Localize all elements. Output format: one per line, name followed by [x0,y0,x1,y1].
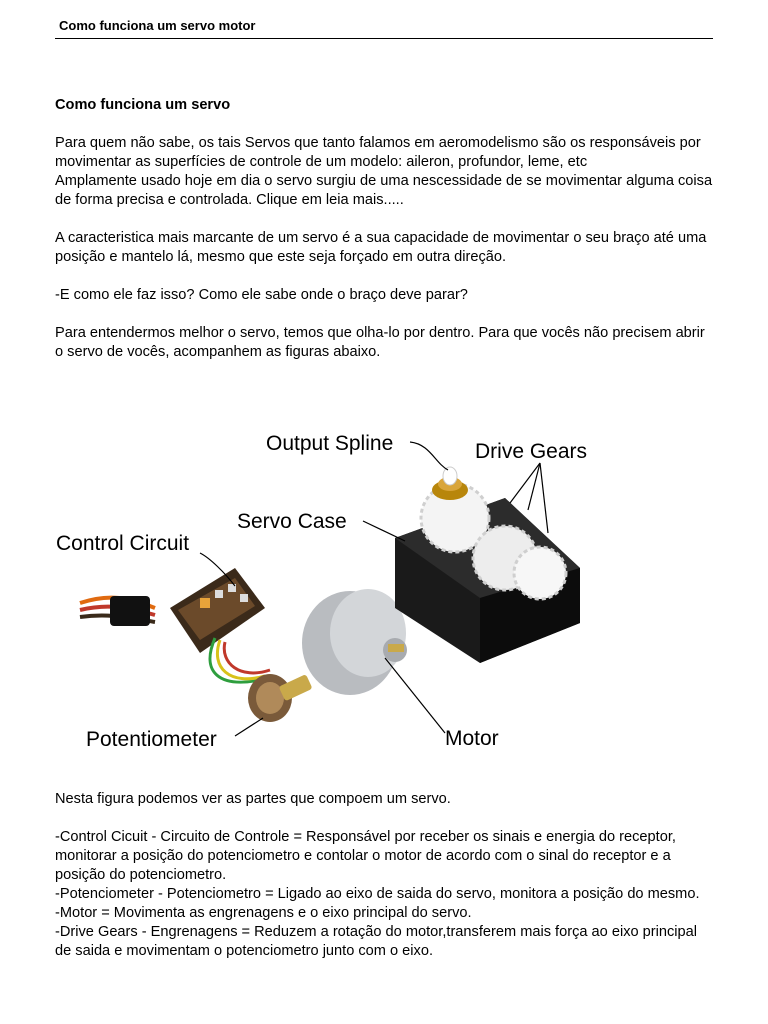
connector-plug [110,596,150,626]
label-motor: Motor [445,727,499,750]
servo-parts-figure [50,418,610,763]
page-header [55,16,713,39]
paragraph-3: -E como ele faz isso? Como ele sabe onde o braço deve parar? [55,287,468,303]
motor-part [302,589,407,695]
figure-notes [55,790,715,961]
label-servo-case: Servo Case [237,510,347,533]
notes-intro: Nesta figura podemos ver as partes que compoem um servo. [55,791,451,807]
paragraph-1b: Amplamente usado hoje em dia o servo surgiu de uma nescessidade de se movimentar alguma coisa de forma precisa e controlada. Clique em leia mais..... [55,173,713,208]
label-drive-gears: Drive Gears [475,440,588,463]
control-circuit-board [170,568,265,653]
label-potentiometer: Potentiometer [86,728,217,751]
paragraph-4: Para entendermos melhor o servo, temos que olha-lo por dentro. Para que vocês não precisem abrir o servo de vocês, acompanhem as figuras abaixo. [55,325,705,360]
article-heading: Como funciona um servo [55,97,231,113]
article-body [55,96,715,362]
label-control-circuit: Control Circuit [56,532,190,555]
notes-item-drive-gears: -Drive Gears - Engrenagens = Reduzem a rotação do motor,transferem mais força ao eixo principal de saida e movimentam o potenciometro junto com o eixo. [55,924,698,959]
paragraph-2: A caracteristica mais marcante de um servo é a sua capacidade de movimentar o seu braço até uma posição e mantelo lá, mesmo que este seja forçado em outra direção. [55,230,707,265]
notes-item-motor: -Motor = Movimenta as engrenagens e o eixo principal do servo. [55,905,472,921]
paragraph-1: Para quem não sabe, os tais Servos que tanto falamos em aeromodelismo são os responsáveis por movimentar as superfícies de controle de um modelo: aileron, profundor, leme, etc [55,135,701,170]
notes-item-control-circuit: -Control Cicuit - Circuito de Controle = Responsável por receber os sinais e energia do receptor, monitorar a posição do potenciometro e contolar o motor de acordo com o sinal do receptor e a posição do potenciometro. [55,829,676,883]
potentiometer-part [248,674,313,722]
label-output-spline: Output Spline [266,432,394,455]
notes-item-potentiometer: -Potenciometer - Potenciometro = Ligado ao eixo de saida do servo, monitora a posição do mesmo. [55,886,700,902]
header-title: Como funciona um servo motor [59,18,256,33]
